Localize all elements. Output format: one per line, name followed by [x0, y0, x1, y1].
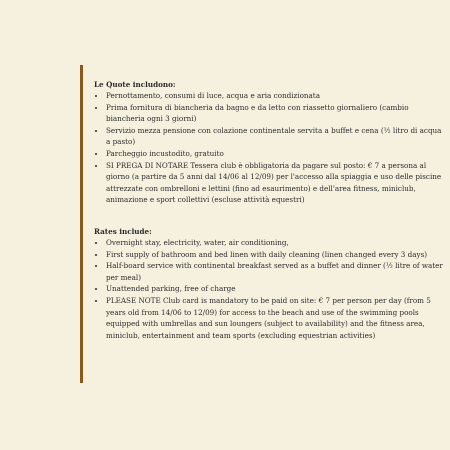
- italian-item-parking: • Parcheggio incustodito, gratuito: [106, 148, 447, 160]
- english-section: [94, 226, 443, 341]
- english-inclusions-list: [94, 237, 444, 341]
- italian-item-linen: • Prima fornitura di biancheria da bagno e da letto con riassetto giornaliero (cambio biancheria ogni 3 giorni): [106, 102, 447, 125]
- italian-section: [94, 79, 442, 206]
- italian-title: Le Quote includono:: [94, 80, 176, 89]
- english-item-linen: • First supply of bathroom and bed linen with daily cleaning (linen changed every 3 days): [106, 249, 444, 261]
- rates-content: [94, 79, 443, 341]
- english-item-club-card: • PLEASE NOTE Club card is mandatory to be paid on site: € 7 per person per day (from 5 years old from 14/06 to 12/09) for access to the beach and use of the swimming pools equipped with umbrellas and sun loungers (subject to availability) and the fitness area, miniclub, entertainment and team sports (excluding equestrian activities): [106, 295, 444, 341]
- section-spacer: [94, 206, 438, 226]
- english-title: Rates include:: [94, 226, 152, 236]
- italian-item-club-card: • SI PREGA DI NOTARE Tessera club è obbligatoria da pagare sul posto: € 7 a persona al giorno (a partire da 5 anni dal 14/06 al 12/09) per l'accesso alla spiaggia e uso delle piscine attrezzate con ombrelloni e lettini (fino ad esaurimento) e dell'area fitness, miniclub, animazione e sport collettivi (escluse attività equestri): [106, 160, 447, 206]
- english-item-parking: • Unattended parking, free of charge: [106, 283, 444, 295]
- italian-item-half-board: • Servizio mezza pensione con colazione continentale servita a buffet e cena (½ litro di acqua a pasto): [106, 125, 447, 148]
- english-item-half-board: • Half-board service with continental breakfast served as a buffet and dinner (½ litre of water per meal): [106, 260, 444, 283]
- italian-inclusions-list: [94, 90, 447, 206]
- italian-item-overnight: • Pernottamento, consumi di luce, acqua e aria condizionata: [106, 90, 447, 102]
- english-item-overnight: • Overnight stay, electricity, water, air conditioning,: [106, 237, 444, 249]
